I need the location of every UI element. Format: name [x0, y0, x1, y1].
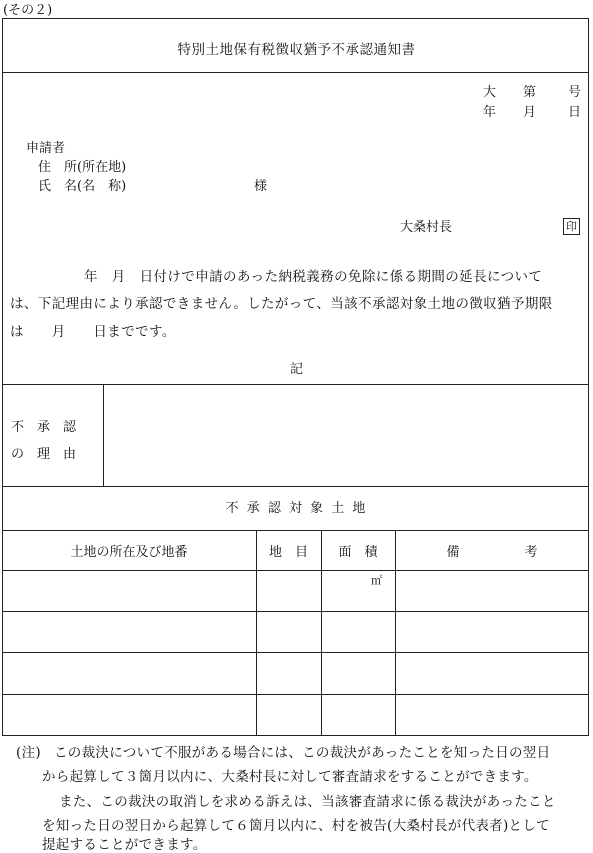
- table-header-land-category: 地 目: [268, 545, 308, 560]
- table-column-divider: [321, 530, 322, 736]
- applicant-address-label: 住 所(所在地): [38, 160, 127, 175]
- table-header-location: 土地の所在及び地番: [70, 545, 188, 560]
- form-frame: [2, 18, 589, 736]
- footnote-line-3: また、この裁決の取消しを求める訴えは、当該審査請求に係る裁決があったこと: [59, 794, 556, 810]
- body-line-2: は、下記理由により承認できません。したがって、当該不承認対象土地の徴収猶予期限: [10, 296, 553, 312]
- body-line-1: 年 月 日付けで申請のあった納税義務の免除に係る期間の延長について: [84, 269, 543, 285]
- table-column-divider: [395, 530, 396, 736]
- doc-number-dai: 第: [523, 85, 537, 100]
- reason-label-line-1: 不 承 認: [11, 420, 77, 435]
- reason-label-line-2: の 理 由: [11, 447, 77, 462]
- applicant-label: 申請者: [26, 141, 66, 156]
- document-title: 特別土地保有税徴収猶予不承認通知書: [177, 42, 416, 58]
- doc-number-go: 号: [568, 85, 582, 100]
- table-column-divider: [256, 530, 257, 736]
- footnote-line-1: この裁決について不服がある場合には、この裁決があったことを知った日の翌日: [54, 745, 551, 761]
- seal-mark: 印: [563, 218, 580, 235]
- form-variant-label: (その２): [3, 3, 53, 18]
- reason-divider: [103, 384, 104, 486]
- doc-date-day: 日: [568, 105, 582, 120]
- footnote-line-2: から起算して３箇月以内に、大桑村長に対して審査請求をすることができます。: [42, 769, 538, 785]
- table-row-border: [2, 652, 589, 653]
- issuer-name: 大桑村長: [400, 220, 453, 235]
- doc-number-prefix: 大: [483, 85, 497, 100]
- table-row-border: [2, 611, 589, 612]
- land-title-border: [2, 530, 589, 531]
- reason-bottom-border: [2, 486, 589, 487]
- reason-top-border: [2, 384, 589, 385]
- table-header-area: 面 積: [338, 545, 378, 560]
- table-header-border: [2, 570, 589, 571]
- area-unit: ㎡: [371, 574, 382, 587]
- footnote-line-4: を知った日の翌日から起算して６箇月以内に、村を被告(大桑村長が代表者)として: [42, 818, 550, 834]
- table-header-remarks: 備 考: [446, 545, 538, 560]
- body-line-3: は 月 日までです。: [10, 324, 176, 340]
- doc-date-year: 年: [483, 105, 497, 120]
- applicant-honorific: 様: [254, 179, 268, 194]
- land-section-title: 不 承 認 対 象 土 地: [225, 501, 368, 516]
- footnote-line-5: 提起することができます。: [42, 837, 207, 853]
- title-divider: [2, 72, 589, 73]
- footnote-label: (注): [16, 745, 41, 761]
- ki-marker: 記: [290, 362, 304, 377]
- applicant-name-label: 氏 名(名 称): [38, 179, 127, 194]
- table-row-border: [2, 694, 589, 695]
- doc-date-month: 月: [523, 105, 537, 120]
